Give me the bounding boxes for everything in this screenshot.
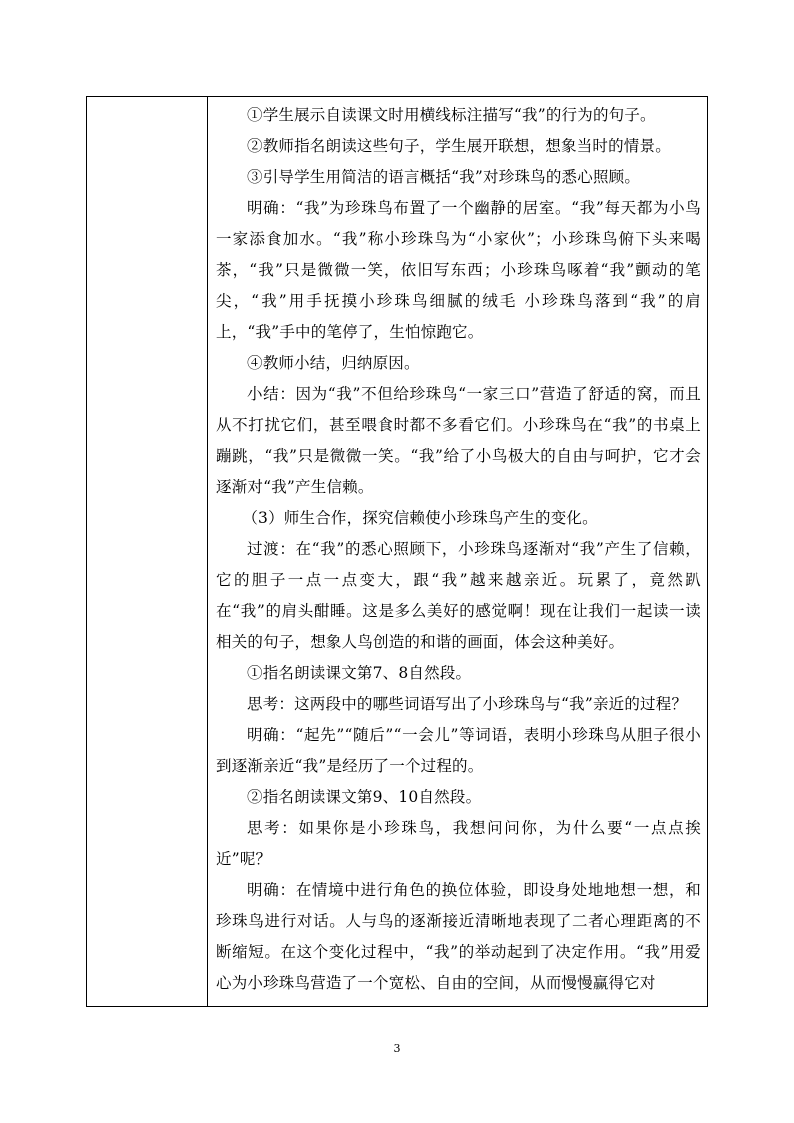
lesson-table xyxy=(86,96,708,1007)
paragraph-12: ②指名朗读课文第9、10自然段。 xyxy=(247,788,482,806)
page-number: 3 xyxy=(393,1042,401,1055)
paragraph-5: ④教师小结，归纳原因。 xyxy=(247,354,420,372)
paragraph-1: ①学生展示自读课文时用横线标注描写“我”的行为的句子。 xyxy=(247,106,656,124)
paragraph-14: 明确：在情境中进行角色的换位体验，即设身处地地想一想，和珍珠鸟进行对话。人与鸟的逐渐接近清晰地表现了二者心理距离的不断缩短。在这个变化过程中，“我”的举动起到了决定作用。“我”用爱心为小珍珠鸟营造了一个宽松、自由的空间，从而慢慢赢得它对 xyxy=(216,881,701,992)
paragraph-11: 明确：“起先”“随后”“一会儿”等词语，表明小珍珠鸟从胆子很小到逐渐亲近“我”是经历了一个过程的。 xyxy=(216,726,701,775)
table-left-column xyxy=(87,97,208,1006)
paragraph-6: 小结：因为“我”不但给珍珠鸟“一家三口”营造了舒适的窝，而且从不打扰它们，甚至喂食时都不多看它们。小珍珠鸟在“我”的书桌上蹦跳，“我”只是微微一笑。“我”给了小鸟极大的自由与呵护，它才会逐渐对“我”产生信赖。 xyxy=(216,385,701,496)
paragraph-7: （3）师生合作，探究信赖使小珍珠鸟产生的变化。 xyxy=(242,509,598,527)
paragraph-8: 过渡：在“我”的悉心照顾下，小珍珠鸟逐渐对“我”产生了信赖，它的胆子一点一点变大，跟“我”越来越亲近。玩累了，竟然趴在“我”的肩头酣睡。这是多么美好的感觉啊！现在让我们一起读一读相关的句子，想象人鸟创造的和谐的画面，体会这种美好。 xyxy=(216,540,701,651)
paragraph-13: 思考：如果你是小珍珠鸟，我想问问你，为什么要“一点点挨近”呢？ xyxy=(216,819,701,868)
paragraph-2: ②教师指名朗读这些句子，学生展开联想，想象当时的情景。 xyxy=(247,137,671,155)
paragraph-3: ③引导学生用简洁的语言概括“我”对珍珠鸟的悉心照顾。 xyxy=(247,168,641,186)
table-content-cell xyxy=(208,97,707,1006)
paragraph-9: ①指名朗读课文第7、8自然段。 xyxy=(247,664,472,682)
paragraph-10: 思考：这两段中的哪些词语写出了小珍珠鸟与“我”亲近的过程？ xyxy=(247,695,688,713)
paragraph-4: 明确：“我”为珍珠鸟布置了一个幽静的居室。“我”每天都为小鸟一家添食加水。“我”称小珍珠鸟为“小家伙”；小珍珠鸟俯下头来喝茶，“我”只是微微一笑，依旧写东西；小珍珠鸟啄着“我”颤动的笔尖，“我”用手抚摸小珍珠鸟细腻的绒毛 小珍珠鸟落到“我”的肩上，“我”手中的笔停了，生怕惊跑它。 xyxy=(216,199,701,341)
